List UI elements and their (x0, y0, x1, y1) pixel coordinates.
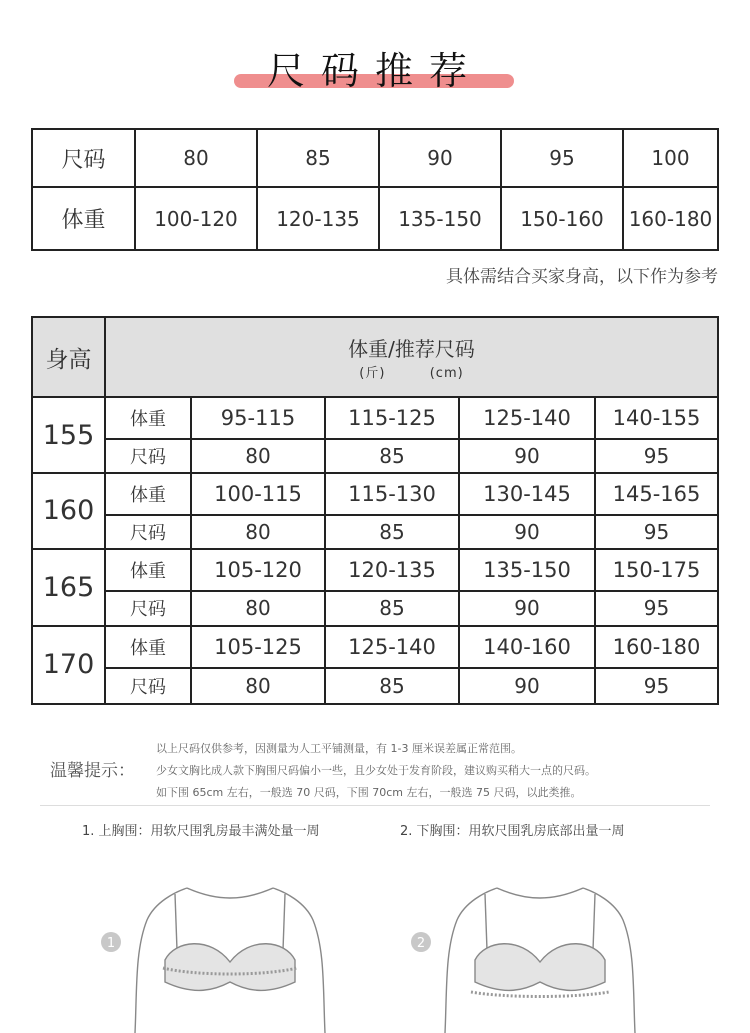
weight-cell: 160-180 (595, 626, 718, 668)
weight-label: 体重 (105, 626, 191, 668)
tip-line: 以上尺码仅供参考，因测量为人工平铺测量，有 1-3 厘米误差属正常范围。 (156, 742, 522, 755)
weight-cell: 135-150 (459, 549, 595, 591)
header-unit-cm: (cm) (429, 366, 464, 382)
table-row (32, 549, 718, 591)
header-unit-jin: (斤) (359, 366, 386, 382)
size-cell: 80 (191, 668, 325, 704)
header-weight-size (105, 317, 718, 397)
weight-cell: 125-140 (325, 626, 459, 668)
table-row (32, 129, 718, 187)
weight-cell: 140-160 (459, 626, 595, 668)
title-section (0, 0, 750, 110)
size-cell: 90 (459, 515, 595, 549)
weight-cell: 115-125 (325, 397, 459, 438)
size-label: 尺码 (105, 591, 191, 625)
table-cell: 150-160 (501, 187, 623, 250)
upper-bust-illustration (95, 850, 365, 1033)
header-units (106, 362, 717, 381)
tips-text (156, 738, 596, 804)
height-cell: 160 (32, 473, 105, 549)
step-number: 1 (106, 936, 116, 951)
step-number: 2 (416, 936, 426, 951)
divider (40, 805, 710, 806)
table-cell: 95 (501, 129, 623, 187)
size-cell: 80 (191, 515, 325, 549)
weight-label: 体重 (105, 549, 191, 591)
height-weight-table (31, 316, 719, 705)
table-header-row (32, 317, 718, 397)
weight-label: 体重 (105, 397, 191, 438)
size-cell: 80 (191, 591, 325, 625)
table-row (32, 668, 718, 704)
page-title: 尺码推荐 (266, 49, 483, 93)
table-row (32, 626, 718, 668)
size-cell: 85 (325, 515, 459, 549)
figure-caption-upper-bust: 1. 上胸围：用软尺围乳房最丰满处量一周 (82, 824, 320, 839)
size-cell: 85 (325, 668, 459, 704)
table-row (32, 397, 718, 438)
height-cell: 155 (32, 397, 105, 472)
weight-cell: 100-115 (191, 473, 325, 515)
header-main-label: 体重/推荐尺码 (348, 337, 475, 362)
table-cell: 120-135 (257, 187, 379, 250)
reference-note: 具体需结合买家身高，以下作为参考 (446, 267, 718, 287)
size-cell: 90 (459, 439, 595, 473)
table-cell: 85 (257, 129, 379, 187)
table-row (32, 187, 718, 250)
size-cell: 90 (459, 591, 595, 625)
size-cell: 85 (325, 591, 459, 625)
table-cell: 100-120 (135, 187, 257, 250)
figure-caption-under-bust: 2. 下胸围：用软尺围乳房底部出量一周 (400, 824, 625, 839)
table-cell: 100 (623, 129, 718, 187)
table-cell: 135-150 (379, 187, 501, 250)
under-bust-illustration (405, 850, 675, 1033)
row-label: 体重 (32, 187, 135, 250)
header-height-label: 身高 (32, 317, 105, 397)
weight-cell: 120-135 (325, 549, 459, 591)
size-label: 尺码 (105, 439, 191, 473)
table-cell: 90 (379, 129, 501, 187)
size-cell: 95 (595, 439, 718, 473)
table-row (32, 515, 718, 549)
height-cell: 170 (32, 626, 105, 704)
weight-cell: 105-120 (191, 549, 325, 591)
table-cell: 80 (135, 129, 257, 187)
table-row (32, 591, 718, 625)
row-label: 尺码 (32, 129, 135, 187)
weight-cell: 130-145 (459, 473, 595, 515)
tip-line: 如下围 65cm 左右，一般选 70 尺码，下围 70cm 左右，一般选 75 尺码，以此类推。 (156, 786, 582, 799)
weight-label: 体重 (105, 473, 191, 515)
size-cell: 85 (325, 439, 459, 473)
weight-cell: 150-175 (595, 549, 718, 591)
weight-cell: 125-140 (459, 397, 595, 438)
size-label: 尺码 (105, 515, 191, 549)
weight-cell: 95-115 (191, 397, 325, 438)
table-cell: 160-180 (623, 187, 718, 250)
size-cell: 80 (191, 439, 325, 473)
size-cell: 90 (459, 668, 595, 704)
size-cell: 95 (595, 668, 718, 704)
table-row (32, 439, 718, 473)
tip-line: 少女文胸比成人款下胸围尺码偏小一些，且少女处于发育阶段，建议购买稍大一点的尺码。 (156, 764, 596, 777)
tips-label: 温馨提示： (50, 761, 135, 781)
size-label: 尺码 (105, 668, 191, 704)
height-cell: 165 (32, 549, 105, 625)
size-cell: 95 (595, 591, 718, 625)
table-row (32, 473, 718, 515)
size-cell: 95 (595, 515, 718, 549)
weight-cell: 105-125 (191, 626, 325, 668)
weight-cell: 145-165 (595, 473, 718, 515)
weight-cell: 115-130 (325, 473, 459, 515)
size-weight-table (31, 128, 719, 251)
weight-cell: 140-155 (595, 397, 718, 438)
